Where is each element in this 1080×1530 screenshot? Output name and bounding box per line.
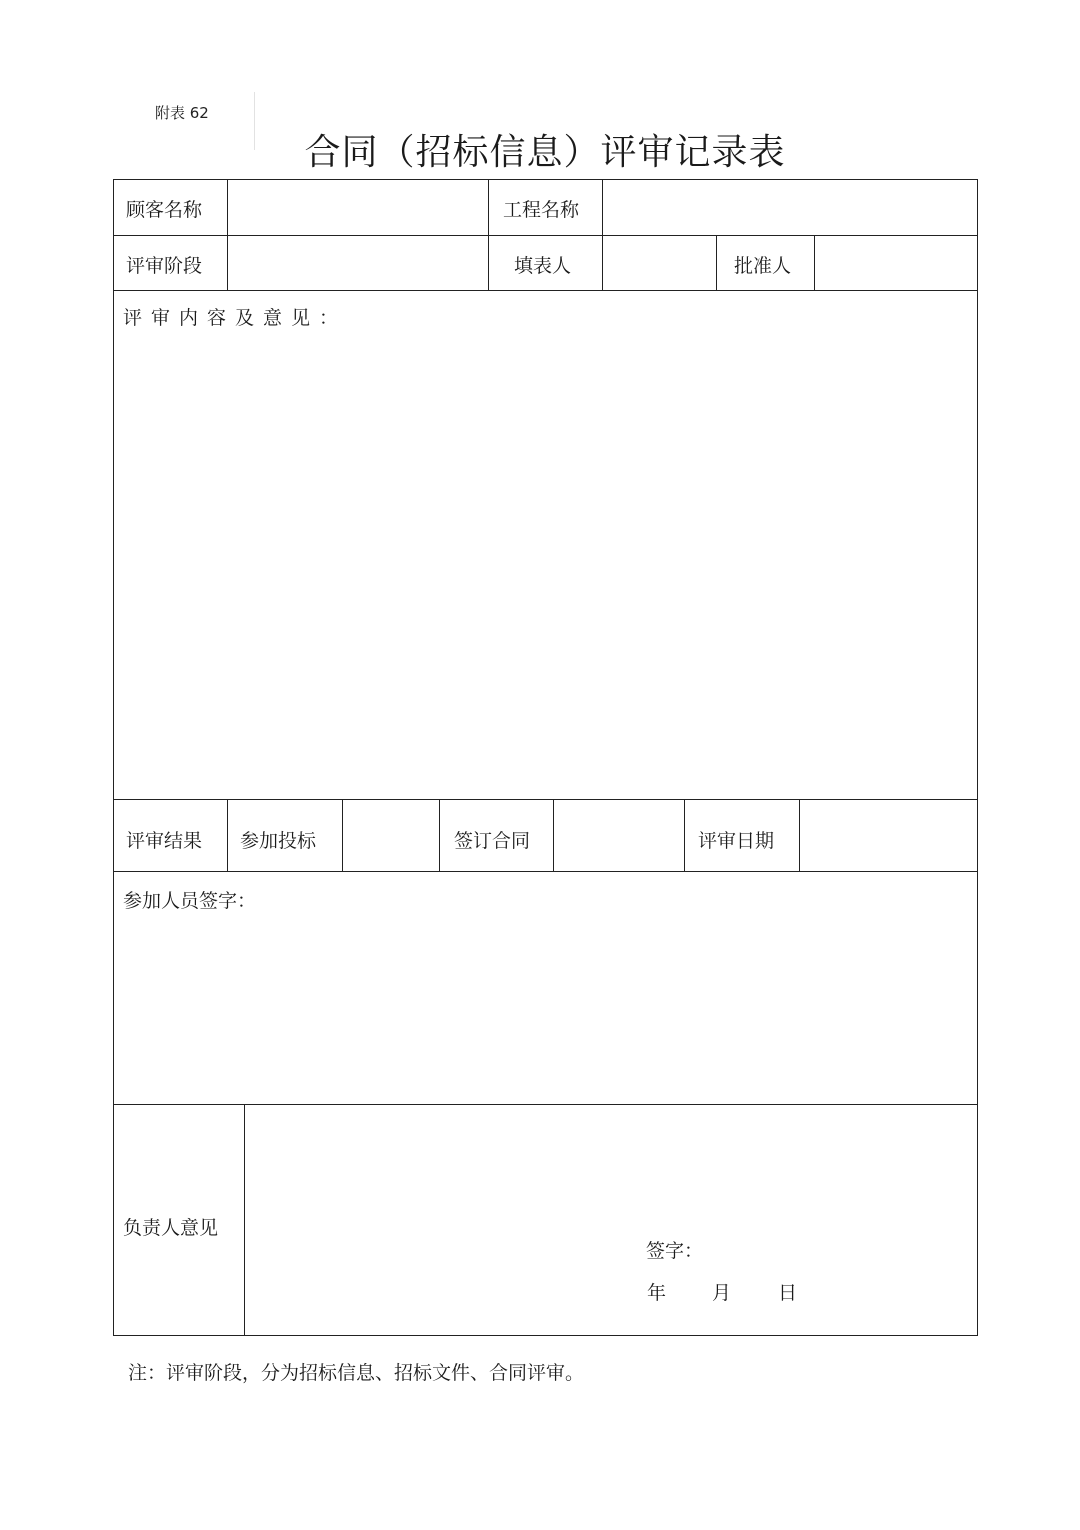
row-divider: [114, 871, 977, 872]
review-stage-label: 评审阶段: [126, 255, 203, 277]
col-divider: [439, 799, 440, 871]
row-divider: [114, 799, 977, 800]
appendix-label: 附表 62: [155, 104, 209, 122]
review-date-field[interactable]: [806, 832, 968, 854]
col-divider: [553, 799, 554, 871]
col-divider: [244, 1104, 245, 1335]
review-content-field[interactable]: [123, 340, 968, 790]
contract-signing-label: 签订合同: [454, 830, 531, 852]
customer-name-label: 顾客名称: [126, 199, 203, 221]
row-divider: [114, 290, 977, 291]
review-date-label: 评审日期: [698, 830, 775, 852]
col-divider: [716, 235, 717, 290]
col-divider: [342, 799, 343, 871]
col-divider: [488, 180, 489, 290]
filled-by-label: 填表人: [514, 255, 572, 277]
participants-signature-label: 参加人员签字：: [123, 890, 257, 912]
footnote: 注：评审阶段，分为招标信息、招标文件、合同评审。: [128, 1362, 585, 1384]
project-name-field[interactable]: [611, 201, 966, 223]
contract-signing-field[interactable]: [560, 832, 678, 854]
bid-participation-label: 参加投标: [240, 830, 317, 852]
page-title: 合同（招标信息）评审记录表: [304, 132, 786, 173]
review-result-label: 评审结果: [126, 830, 203, 852]
col-divider: [227, 799, 228, 871]
col-divider: [684, 799, 685, 871]
row-divider: [114, 235, 977, 236]
filled-by-field[interactable]: [611, 257, 709, 279]
bid-participation-field[interactable]: [349, 832, 433, 854]
approved-by-label: 批准人: [734, 255, 792, 277]
review-record-form: [113, 179, 978, 1336]
signature-label: 签字：: [646, 1240, 704, 1262]
col-divider: [814, 235, 815, 290]
date-month-label: 月: [712, 1282, 732, 1304]
col-divider: [602, 180, 603, 290]
col-divider: [799, 799, 800, 871]
approved-by-field[interactable]: [824, 257, 969, 279]
date-year-label: 年: [647, 1282, 667, 1304]
customer-name-field[interactable]: [236, 201, 481, 223]
col-divider: [227, 180, 228, 290]
date-day-label: 日: [778, 1282, 798, 1304]
project-name-label: 工程名称: [503, 199, 580, 221]
manager-opinion-label: 负责人意见: [123, 1217, 219, 1239]
review-stage-field[interactable]: [236, 257, 481, 279]
review-content-label: 评审内容及意见：: [123, 307, 348, 329]
